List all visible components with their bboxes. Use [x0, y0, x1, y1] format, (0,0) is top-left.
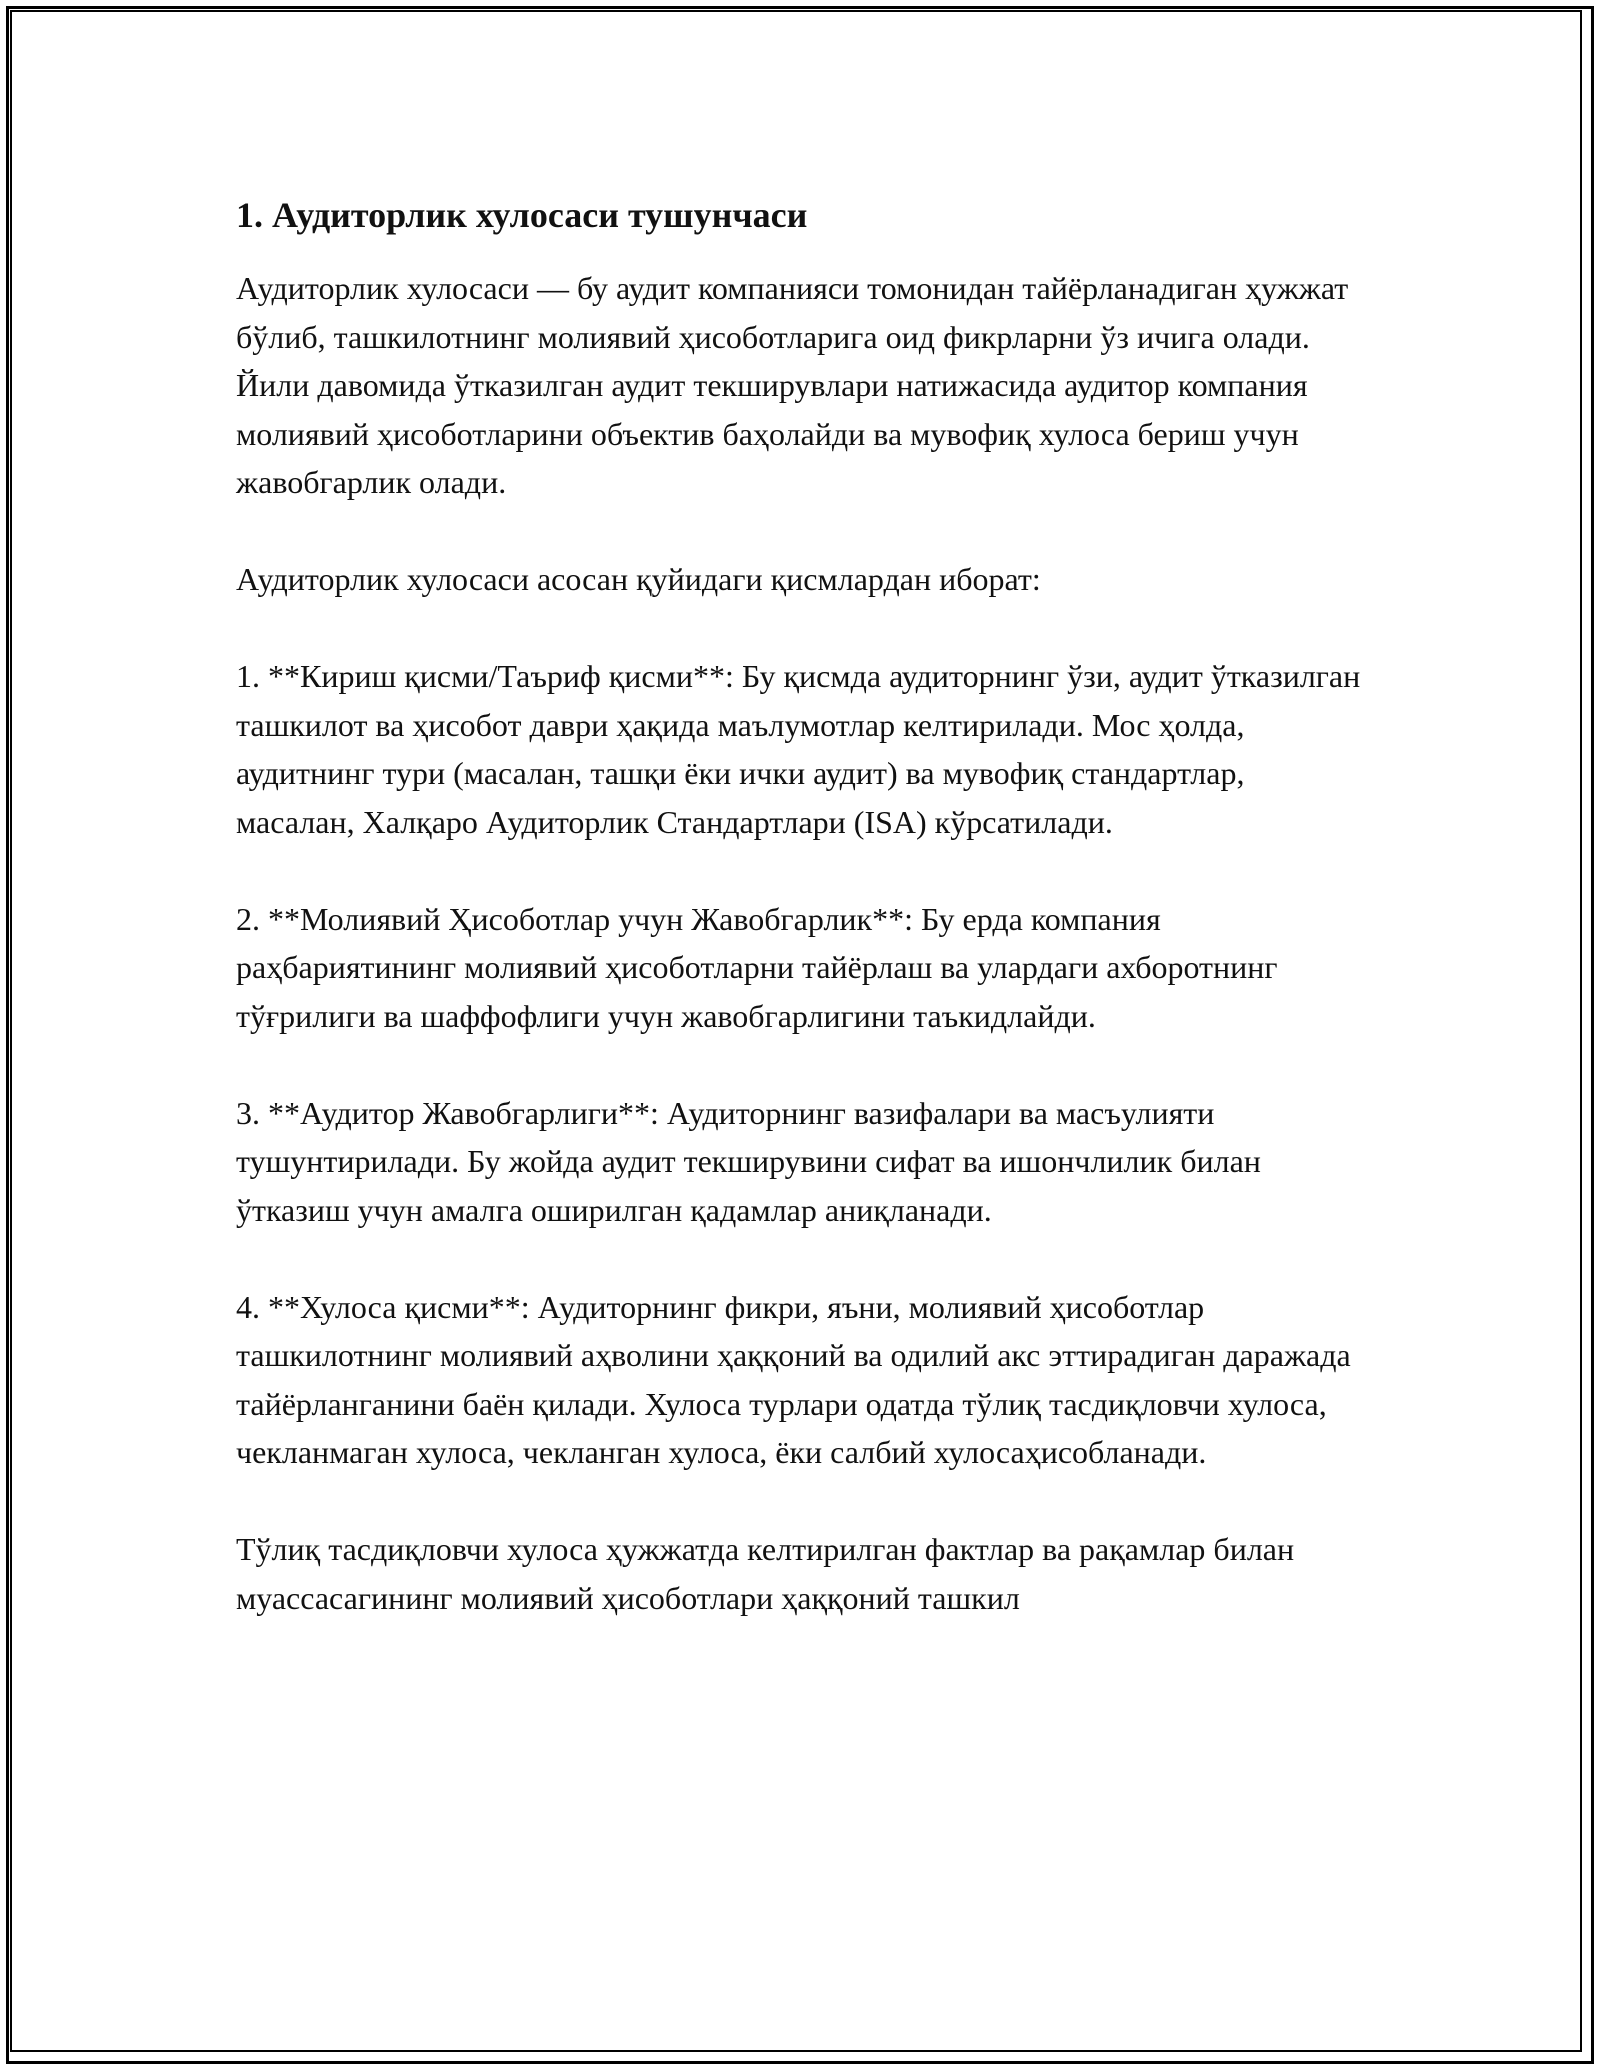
paragraph-item-2: 2. **Молиявий Ҳисоботлар учун Жавобгарлик**: Бу ерда компания раҳбариятининг молиявий ҳисоботларни тайёрлаш ва улардаги ахборотнинг тўғрилиги ва шаффофлиги учун жавобгарлигини таъкидлайди.	[236, 900, 1278, 1034]
section-heading: 1. Аудиторлик хулосаси тушунчаси	[236, 195, 808, 235]
paragraph-parts-lead: Аудиторлик хулосаси асосан қуйидаги қисмлардан иборат:	[236, 561, 1041, 597]
document-body	[236, 186, 1370, 1622]
paragraph-item-4: 4. **Хулоса қисми**: Аудиторнинг фикри, яъни, молиявий ҳисоботлар ташкилотнинг молиявий аҳволини ҳаққоний ва одилий акс эттирадиган даражада тайёрланганини баён қилади. Хулоса турлари одатда тўлиқ тасдиқловчи хулоса, чекланмаган хулоса, чекланган хулоса, ёки салбий хулосаҳисобланади.	[236, 1288, 1351, 1470]
paragraph-item-3: 3. **Аудитор Жавобгарлиги**: Аудиторнинг вазифалари ва масъулияти тушунтирилади. Бу жойда аудит текширувини сифат ва ишончлилик билан ўтказиш учун амалга оширилган қадамлар аниқланади.	[236, 1094, 1261, 1228]
paragraph-item-1: 1. **Кириш қисми/Таъриф қисми**: Бу қисмда аудиторнинг ўзи, аудит ўтказилган ташкилот ва ҳисобот даври ҳақида маълумотлар келтирилади. Мос ҳолда, аудитнинг тури (масалан, ташқи ёки ички аудит) ва мувофиқ стандартлар, масалан, Халқаро Аудиторлик Стандартлари (ISA) кўрсатилади.	[236, 658, 1361, 840]
paragraph-intro: Аудиторлик хулосаси — бу аудит компанияси томонидан тайёрланадиган ҳужжат бўлиб, ташкилотнинг молиявий ҳисоботларига оид фикрларни ўз ичига олади. Йили давомида ўтказилган аудит текширувлари натижасида аудитор компания молиявий ҳисоботларини объектив баҳолайди ва мувофиқ хулоса бериш учун жавобгарлик олади.	[236, 270, 1349, 500]
paragraph-closing: Тўлиқ тасдиқловчи хулоса ҳужжатда келтирилган фактлар ва рақамлар билан муассасагининг молиявий ҳисоботлари ҳаққоний ташкил	[236, 1531, 1295, 1616]
